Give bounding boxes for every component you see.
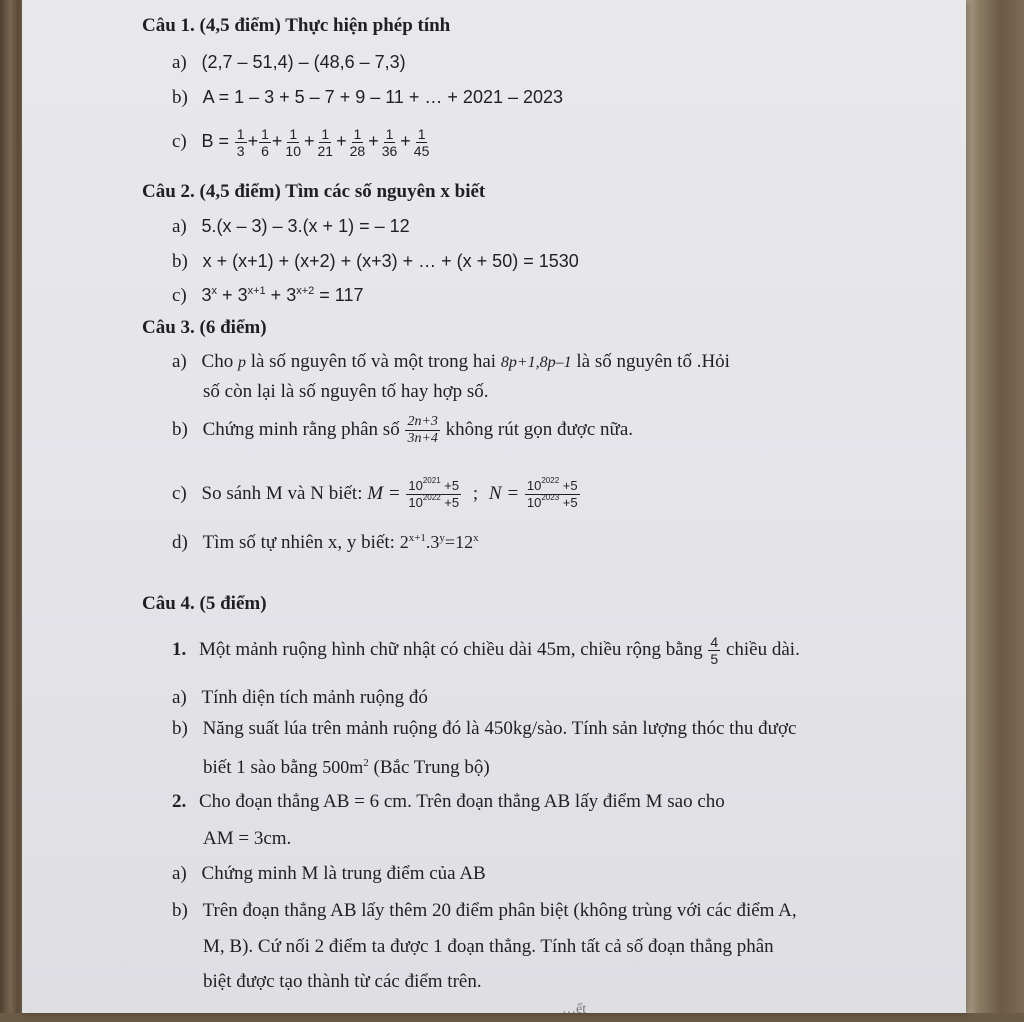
q3-b-frac: $\frac{2n+3}{3n+4}$ bbox=[407, 414, 438, 446]
q1-a bbox=[172, 50, 406, 75]
q4-p1b: b) Năng suất lúa trên mảnh ruộng đó là 450kg/sào. Tính sản lượng thóc thu được bbox=[172, 718, 797, 739]
q2-b bbox=[172, 249, 579, 274]
q1-b bbox=[172, 85, 563, 110]
q4-p2b-line2: M, B). Cứ nối 2 điểm ta được 1 đoạn thẳng. Tính tất cả số đoạn thẳng phân bbox=[203, 936, 774, 957]
q3-d: d) Tìm số tự nhiên x, y biết: $2^{x+1}.3^y=12^x$ bbox=[172, 532, 479, 553]
q4-p2-line2: AM = 3cm. bbox=[203, 828, 292, 849]
q3-c-label: c) bbox=[172, 482, 187, 504]
q4-p2: 2. Cho đoạn thẳng AB = 6 cm. Trên đoạn thẳng AB lấy điểm M sao cho bbox=[172, 791, 725, 812]
q1-c-label: c) bbox=[172, 130, 187, 152]
q3-a-label: a) bbox=[172, 351, 187, 372]
q1-c-frac-4: $\frac{1}{21}$ bbox=[317, 126, 334, 159]
table-surface-right bbox=[966, 0, 1024, 1013]
q1-c-frac-2: $\frac{1}{6}$ bbox=[261, 126, 269, 159]
q1-c-frac-5: $\frac{1}{28}$ bbox=[349, 126, 366, 159]
q3-c-frac-M: $\frac{10^{2021} +5}{10^{2022} +5}$ bbox=[408, 476, 460, 510]
q4-p2b-line3: biệt được tạo thành từ các điểm trên. bbox=[203, 971, 482, 992]
exam-paper bbox=[22, 0, 966, 1017]
q4-p2b: b) Trên đoạn thẳng AB lấy thêm 20 điểm phân biệt (không trùng với các điểm A, bbox=[172, 900, 797, 921]
q1-a-expr: (2,7 – 51,4) – (48,6 – 7,3) bbox=[201, 52, 406, 72]
q1-b-expr: A = 1 – 3 + 5 – 7 + 9 – 11 + … + 2021 – 2023 bbox=[202, 87, 564, 107]
q1-c-frac-6: $\frac{1}{36}$ bbox=[381, 126, 398, 159]
q1-c-prefix: B = bbox=[201, 130, 230, 151]
q1-c-frac-3: $\frac{1}{10}$ bbox=[285, 126, 301, 159]
q1-c: c) B = $\frac{1}{3}$ + $\frac{1}{6}$ + $\frac{1}{10}$ + $\frac{1}{21}$ + $\frac{1}{28}$ + $\frac{1}{36}$ + $\frac{1}{45}$ bbox=[172, 126, 430, 159]
q4-p2a: a) Chứng minh M là trung điểm của AB bbox=[172, 863, 486, 884]
footer-cutoff-text: …ết bbox=[562, 1002, 587, 1017]
q2-c bbox=[172, 283, 363, 308]
q4-p1b-line2: biết 1 sào bằng $500m^2$ (Bắc Trung bộ) bbox=[203, 757, 490, 778]
q4-p2-label: 2. bbox=[172, 791, 187, 812]
q2-b-label: b) bbox=[172, 251, 188, 272]
q4-p1-frac: $\frac{4}{5}$ bbox=[710, 634, 719, 667]
q1-b-label: b) bbox=[172, 87, 188, 108]
q2-b-expr: x + (x+1) + (x+2) + (x+3) + … + (x + 50) = 1530 bbox=[202, 251, 579, 271]
q4-p1-label: 1. bbox=[172, 638, 187, 660]
q1-title: Câu 1. (4,5 điểm) Thực hiện phép tính bbox=[142, 15, 451, 36]
q4-p1a: a) Tính diện tích mảnh ruộng đó bbox=[172, 687, 428, 708]
q1-a-label: a) bbox=[172, 52, 187, 73]
q3-c: c) So sánh M và N biết: M = $\frac{10^{2021} +5}{10^{2022} +5}$ ; N = $\frac{10^{2022} +5}{10^{2023} +5}$ bbox=[172, 476, 578, 510]
q4-title: Câu 4. (5 điểm) bbox=[142, 593, 267, 614]
q3-a-math: 8p+1,8p–1 bbox=[500, 354, 572, 371]
q3-a-line2: số còn lại là số nguyên tố hay hợp số. bbox=[203, 381, 489, 402]
q3-c-frac-N: $\frac{10^{2022} +5}{10^{2023} +5}$ bbox=[526, 476, 578, 510]
q2-a-expr: 5.(x – 3) – 3.(x + 1) = – 12 bbox=[201, 216, 410, 236]
q3-d-label: d) bbox=[172, 532, 188, 553]
q3-a: a) Cho p là số nguyên tố và một trong hai 8p+1,8p–1 là số nguyên tố .Hỏi bbox=[172, 351, 730, 372]
q1-c-frac-7: $\frac{1}{45}$ bbox=[413, 126, 430, 159]
q3-title: Câu 3. (6 điểm) bbox=[142, 317, 267, 338]
q3-d-expr: $2^{x+1}.3^y=12^x$ bbox=[399, 532, 479, 552]
q2-c-label: c) bbox=[172, 285, 187, 306]
q2-title: Câu 2. (4,5 điểm) Tìm các số nguyên x biết bbox=[142, 181, 486, 202]
q3-b: b) Chứng minh rằng phân số $\frac{2n+3}{3n+4}$ không rút gọn được nữa. bbox=[172, 414, 634, 446]
q1-c-frac-1: $\frac{1}{3}$ bbox=[236, 126, 245, 159]
q2-c-expr: $3^x + 3^{x+1} + 3^{x+2} = 117$ bbox=[201, 285, 364, 305]
q2-a bbox=[172, 214, 410, 239]
q3-b-label: b) bbox=[172, 418, 188, 440]
q2-a-label: a) bbox=[172, 216, 187, 237]
q4-p1: 1. Một mảnh ruộng hình chữ nhật có chiều dài 45m, chiều rộng bằng $\frac{4}{5}$ chiều dài. bbox=[172, 634, 800, 667]
